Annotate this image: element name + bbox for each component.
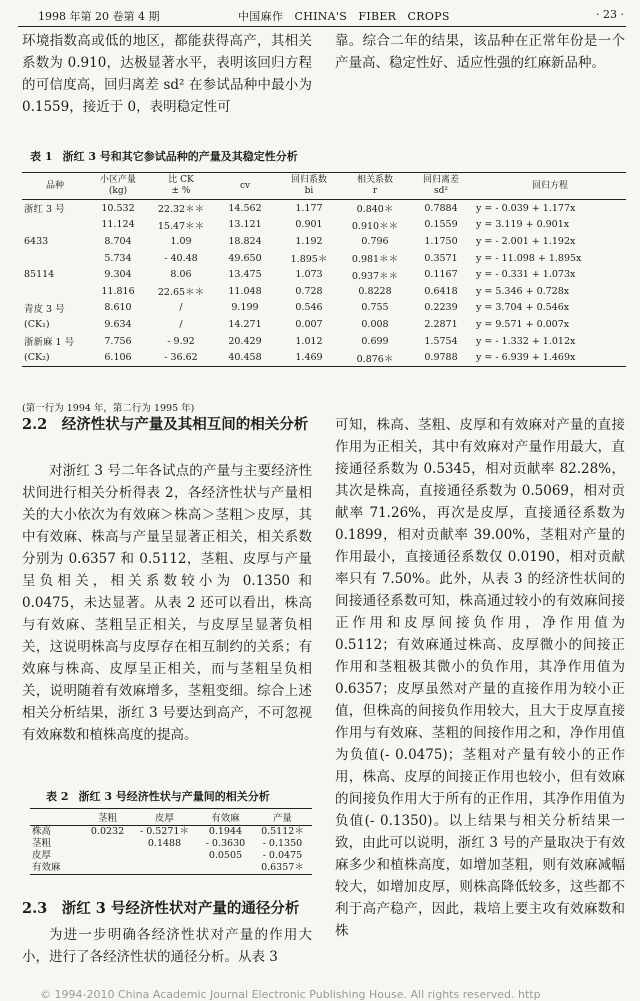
table1-cell: y = - 0.039 + 1.177x bbox=[476, 202, 576, 214]
table1-cell: 2.2871 bbox=[424, 318, 458, 330]
table1-row bbox=[22, 233, 626, 250]
table1-cell: y = - 11.098 + 1.895x bbox=[476, 252, 582, 264]
table1-body bbox=[22, 200, 626, 367]
table1-cell: 0.910＊＊ bbox=[351, 220, 399, 232]
table1-cell: 6.106 bbox=[88, 349, 148, 366]
table1-cell: y = 3.119 + 0.901x bbox=[476, 219, 570, 231]
table1-cell: 0.546 bbox=[295, 302, 323, 314]
table1-row bbox=[22, 283, 626, 300]
table1-cell: 13.121 bbox=[228, 219, 262, 231]
table1-cell: 0.9788 bbox=[408, 349, 474, 366]
table1-cell: y = - 6.939 + 1.469x bbox=[474, 349, 626, 366]
table1-cell bbox=[22, 283, 88, 300]
table1-cell: 0.901 bbox=[295, 219, 323, 231]
table2-cell: 茎粗 bbox=[32, 838, 52, 849]
table1-header-cell bbox=[88, 173, 148, 200]
table1-header-cell-text: 相关系数 r bbox=[356, 175, 393, 196]
table2-header-cell: 产量 bbox=[253, 809, 312, 826]
table2-cell: 皮厚 bbox=[32, 850, 52, 861]
table1-cell: 9.634 bbox=[104, 318, 132, 330]
section-2-2-title: 2.2 经济性状与产量及其相互间的相关分析 bbox=[22, 416, 309, 433]
table2-header-cell: 皮厚 bbox=[131, 809, 198, 826]
table1-cell: 0.008 bbox=[361, 318, 389, 330]
table2-title: 浙红 3 号经济性状与产量间的相关分析 bbox=[78, 790, 270, 803]
table1-cell: 0.876＊ bbox=[342, 349, 408, 366]
table1-cell: 7.756 bbox=[104, 335, 132, 347]
table1-cell: 6433 bbox=[24, 235, 49, 247]
table1-header-cell bbox=[276, 173, 342, 200]
table1-cell: 18.824 bbox=[228, 235, 262, 247]
table1-cell: 浙新麻 1 号 bbox=[24, 337, 75, 349]
copyright-watermark: © 1994-2010 China Academic Journal Electronic Publishing House. All rights reserved. http bbox=[40, 988, 541, 1001]
table1-cell: 0.7884 bbox=[424, 202, 458, 214]
table2-number: 表 2 bbox=[46, 790, 69, 803]
table1-header-cell bbox=[408, 173, 474, 200]
table1-header-cell bbox=[342, 173, 408, 200]
table1-cell: 0.007 bbox=[295, 318, 323, 330]
table2-header-cell: 有效麻 bbox=[198, 809, 253, 826]
table1-number: 表 1 bbox=[30, 150, 53, 163]
table1-cell: 11.124 bbox=[101, 219, 135, 231]
table1-title: 浙红 3 号和其它参试品种的产量及其稳定性分析 bbox=[62, 150, 298, 163]
table2-cell: - 0.5271＊ bbox=[140, 826, 189, 837]
table1-cell: 1.469 bbox=[276, 349, 342, 366]
table1-cell: 40.458 bbox=[214, 349, 276, 366]
table2 bbox=[30, 808, 312, 875]
table1-cell: y = 3.704 + 0.546x bbox=[476, 302, 570, 314]
section-2-3-paragraph: 为进一步明确各经济性状对产量的作用大小，进行了各经济性状的通径分析。从表 3 bbox=[22, 927, 312, 965]
table1-row bbox=[22, 349, 626, 366]
table1-cell: 14.271 bbox=[228, 318, 262, 330]
header-page-number: · 23 · bbox=[596, 8, 624, 21]
table2-cell bbox=[131, 862, 198, 875]
table2-cell bbox=[84, 862, 131, 875]
table2-header-cell bbox=[30, 809, 84, 826]
table1-cell: 9.304 bbox=[104, 269, 132, 281]
right-column bbox=[335, 414, 625, 942]
table2-cell: 0.0505 bbox=[208, 850, 243, 861]
table2-cell: 0.6357＊ bbox=[253, 862, 312, 875]
table1-cell bbox=[22, 250, 88, 267]
table2-cell bbox=[84, 850, 131, 862]
table2-cell: 有效麻 bbox=[30, 862, 84, 875]
table2-cell bbox=[198, 862, 253, 875]
table2-cell: 0.5112＊ bbox=[261, 826, 304, 837]
table1-cell: 1.012 bbox=[295, 335, 323, 347]
table1-header-cell: 回归方程 bbox=[474, 173, 626, 200]
table1-cell bbox=[22, 217, 88, 234]
table1-cell: 0.937＊＊ bbox=[351, 270, 399, 282]
table1-row bbox=[22, 333, 626, 350]
section-2-2-paragraph: 对浙红 3 号二年各试点的产量与主要经济性状间进行相关分析得表 2，各经济性状与产量相关的大小依次为有效麻＞株高＞茎粗＞皮厚，其中有效麻、株高与产量呈显著正相关，相关系数分别为 0.6357 和 0.5112，茎粗、皮厚与产量呈负相关，相关系数较小为 0.1350 和 0.0475，未达显著。从表 2 还可以看出，株高与有效麻、茎粗呈正相关，与皮厚呈显著负相关，这说明株高与皮厚存在相互制约的关系；有效麻与株高、皮厚呈正相关，而与茎粗呈负相关，说明随着有效麻增多，茎粗变细。综合上述相关分析结果，浙红 3 号要达到高产，不可忽视有效麻数和植株高度的提高。 bbox=[22, 463, 312, 743]
table2-caption bbox=[46, 788, 270, 804]
table1-cell: 0.796 bbox=[361, 235, 389, 247]
table1-cell: y = - 2.001 + 1.192x bbox=[476, 235, 576, 247]
table1-cell: 1.895＊ bbox=[290, 254, 328, 266]
table1-cell: y = - 1.332 + 1.012x bbox=[476, 335, 576, 347]
table1-cell: 0.1167 bbox=[424, 269, 458, 281]
table2-row bbox=[30, 850, 312, 862]
table1-header-cell-text: 回归系数 bi bbox=[290, 175, 327, 196]
table2-cell: - 0.1350 bbox=[262, 838, 303, 849]
table2-cell bbox=[131, 850, 198, 862]
table2-cell: 0.1944 bbox=[208, 826, 243, 837]
table1-caption bbox=[30, 148, 298, 164]
table1-header-cell-text: 小区产量 (kg) bbox=[99, 175, 136, 196]
table1-cell: 1.5754 bbox=[424, 335, 458, 347]
table1-cell: 1.09 bbox=[170, 235, 192, 247]
table1-row bbox=[22, 266, 626, 283]
section-2-3-title: 2.3 浙红 3 号经济性状对产量的通径分析 bbox=[22, 900, 300, 917]
table1-header-cell-text: 比 CK ± % bbox=[168, 175, 194, 196]
table2-cell: - 0.0475 bbox=[262, 850, 303, 861]
section-2-2-body bbox=[22, 460, 312, 746]
table2-row bbox=[30, 838, 312, 850]
table1-cell: y = 5.346 + 0.728x bbox=[476, 285, 570, 297]
table1-cell: 0.2239 bbox=[424, 302, 458, 314]
table2-cell: 0.1488 bbox=[147, 838, 182, 849]
table2-cell: 0.0232 bbox=[90, 826, 125, 837]
table1-cell: 15.47＊＊ bbox=[157, 220, 205, 232]
table1-cell: - 40.48 bbox=[164, 252, 198, 264]
table1-cell: 1.073 bbox=[295, 269, 323, 281]
table1-cell: 0.8228 bbox=[358, 285, 392, 297]
table1-cell: 0.728 bbox=[295, 285, 323, 297]
section-2-3-body bbox=[22, 924, 312, 968]
top-right-paragraph: 靠。综合二年的结果，该品种在正常年份是一个产量高、稳定性好、适应性强的红麻新品种。 bbox=[335, 33, 625, 71]
table1-cell: 1.192 bbox=[295, 235, 323, 247]
table1-header-cell: 品种 bbox=[22, 173, 88, 200]
table1-header-row bbox=[22, 173, 626, 200]
table1-row bbox=[22, 316, 626, 333]
table1-header-cell-text: 回归离差 sd² bbox=[422, 175, 459, 196]
table1-cell: 85114 bbox=[24, 269, 55, 281]
table1-cell: 8.610 bbox=[104, 302, 132, 314]
table1-cell: 10.532 bbox=[101, 202, 135, 214]
table1-cell: 11.048 bbox=[228, 285, 262, 297]
table2-cell: 株高 bbox=[32, 826, 52, 837]
table1-cell: 8.06 bbox=[170, 269, 192, 281]
top-left-paragraph: 环境指数高或低的地区，都能获得高产，其相关系数为 0.910，达极显著水平，表明该回归方程的可信度高，回归离差 sd² 在参试品种中最小为 0.1559，接近于 0，表明稳定性可 bbox=[22, 33, 312, 115]
table1-header-cell: cv bbox=[214, 173, 276, 200]
table1-cell: y = - 0.331 + 1.073x bbox=[476, 269, 576, 281]
header-issue: 1998 年第 20 卷第 4 期 bbox=[38, 10, 160, 23]
table1-cell: - 9.92 bbox=[167, 335, 195, 347]
table1-row bbox=[22, 217, 626, 234]
table1-row bbox=[22, 200, 626, 217]
table1-cell: 8.704 bbox=[104, 235, 132, 247]
table1-cell: 浙红 3 号 bbox=[24, 204, 65, 216]
table1-cell: y = 9.571 + 0.007x bbox=[476, 318, 570, 330]
table2-cell: - 0.3630 bbox=[205, 838, 246, 849]
header-journal: 中国麻作 CHINA'S FIBER CROPS bbox=[238, 10, 450, 23]
table1-cell: 0.755 bbox=[361, 302, 389, 314]
right-column-paragraph: 可知，株高、茎粗、皮厚和有效麻对产量的直接作用为正相关，其中有效麻对产量作用最大，直接通径系数为 0.5345，相对贡献率 82.28%，其次是株高，直接通径系数为 0.5069，相对贡献率 71.26%，再次是皮厚，直接通径系数为 0.1899，相对贡献率 39.00%，茎粗对产量的作用最小，直接通径系数仅 0.0190，相对贡献率只有 7.50%。此外，从表 3 的经济性状间的间接通径系数可知，株高通过较小的有效麻间接正作用和皮厚间接负作用，净作用值为 0.5112；有效麻通过株高、皮厚微小的间接正作用和茎粗极其微小的负作用，其净作用值为 0.6357；皮厚虽然对产量的直接作用为较小正值，但株高的间接负作用较大，且大于皮厚直接作用与有效麻、茎粗的间接作用之和，净作用值为负值(- 0.0475)；茎粗对产量有较小的正作用，株高、皮厚的间接正作用也较小，但有效麻的间接负作用大于所有的正作用，其净作用值为负值(- 0.1350)。以上结果与相关分析结果一致，由此可以说明，浙红 3 号的产量取决于有效麻多少和植株高度，如增加茎粗，则有效麻减幅较大，如增加皮厚，则株高降低较多，这些都不利于高产稳产，因此，栽培上要主攻有效麻数和株 bbox=[335, 417, 625, 939]
table1-header-cell bbox=[148, 173, 214, 200]
table2-row bbox=[30, 862, 312, 875]
table1-cell: 13.475 bbox=[228, 269, 262, 281]
table1-cell: 20.429 bbox=[228, 335, 262, 347]
running-header bbox=[0, 4, 640, 26]
table1-footnote: (第一行为 1994 年，第二行为 1995 年) bbox=[22, 403, 195, 414]
table1-cell: 1.1750 bbox=[424, 235, 458, 247]
table1-row bbox=[22, 250, 626, 267]
table1-cell: 青皮 3 号 bbox=[24, 303, 65, 315]
table1-cell: 0.6418 bbox=[424, 285, 458, 297]
table1-cell: 0.840＊ bbox=[356, 204, 394, 216]
table1-row bbox=[22, 300, 626, 317]
table1-cell: 9.199 bbox=[231, 302, 259, 314]
table2-row bbox=[30, 826, 312, 839]
table2-header-row bbox=[30, 809, 312, 826]
table1 bbox=[22, 172, 626, 367]
table1-cell: (CK₁) bbox=[24, 318, 50, 330]
table1-cell: / bbox=[179, 302, 183, 314]
table1-cell: 0.1559 bbox=[424, 219, 458, 231]
table1-cell: 1.177 bbox=[295, 202, 323, 214]
table2-header-cell: 茎粗 bbox=[84, 809, 131, 826]
top-left-column bbox=[22, 30, 312, 118]
table1-cell: 22.65＊＊ bbox=[157, 287, 205, 299]
table1-cell: (CK₂) bbox=[22, 349, 88, 366]
table1-cell: 49.650 bbox=[228, 252, 262, 264]
table1-cell: 11.816 bbox=[101, 285, 135, 297]
table1-cell: 0.699 bbox=[361, 335, 389, 347]
table1-cell: 5.734 bbox=[104, 252, 132, 264]
table1-cell: - 36.62 bbox=[148, 349, 214, 366]
table1-cell: 0.3571 bbox=[424, 252, 458, 264]
table1-cell: 14.562 bbox=[228, 202, 262, 214]
table2-cell bbox=[84, 838, 131, 850]
header-rule bbox=[18, 26, 626, 27]
table1-cell: 22.32＊＊ bbox=[157, 204, 205, 216]
top-right-column bbox=[335, 30, 625, 74]
table2-body bbox=[30, 826, 312, 875]
table1-cell: / bbox=[179, 318, 183, 330]
table1-cell: 0.981＊＊ bbox=[351, 254, 399, 266]
